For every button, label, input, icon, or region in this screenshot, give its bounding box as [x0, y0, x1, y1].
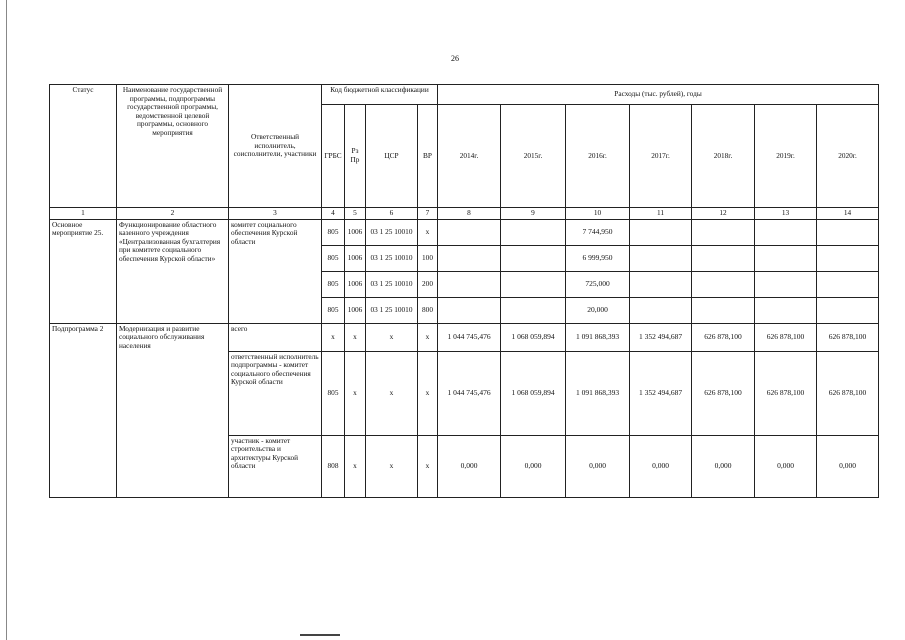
cell-csr: х: [366, 351, 418, 435]
header-year: 2016г.: [566, 105, 630, 208]
cell-value: 6 999,950: [566, 245, 630, 271]
section1-status: Основное мероприятие 25.: [50, 219, 117, 323]
section2-name: Модернизация и развитие социального обслуживания населения: [117, 323, 229, 497]
cell-vr: х: [418, 435, 438, 497]
column-number: 4: [322, 208, 345, 220]
section2-status: Подпрограмма 2: [50, 323, 117, 497]
header-expenses: Расходы (тыс. рублей), годы: [438, 85, 879, 105]
cell-value: 1 352 494,687: [630, 323, 692, 351]
cell-value: 20,000: [566, 297, 630, 323]
cell-value: 0,000: [692, 435, 755, 497]
page-number: 26: [451, 54, 459, 63]
cell-participant: ответственный исполнитель подпрограммы - комитет социального обеспечения Курской области: [229, 351, 322, 435]
cell-value: 0,000: [438, 435, 501, 497]
cell-participant: всего: [229, 323, 322, 351]
column-number: 8: [438, 208, 501, 220]
cell-rzpr: 1006: [345, 245, 366, 271]
cell-participant: участник - комитет строительства и архитектуры Курской области: [229, 435, 322, 497]
header-year: 2019г.: [755, 105, 817, 208]
cell-vr: 200: [418, 271, 438, 297]
cell-rzpr: 1006: [345, 271, 366, 297]
column-number: 9: [501, 208, 566, 220]
cell-vr: х: [418, 351, 438, 435]
cell-value: 725,000: [566, 271, 630, 297]
cell-value: 1 091 868,393: [566, 351, 630, 435]
cell-grbs: 805: [322, 219, 345, 245]
cell-vr: х: [418, 219, 438, 245]
column-number: 10: [566, 208, 630, 220]
cell-vr: х: [418, 323, 438, 351]
header-name: Наименование государственной программы, подпрограммы государственной программы, ведомственной целевой программы, основного мероприятия: [117, 85, 229, 208]
cell-csr: х: [366, 435, 418, 497]
cell-value: 626 878,100: [817, 323, 879, 351]
header-rzpr: Рз Пр: [345, 105, 366, 208]
cell-rzpr: 1006: [345, 297, 366, 323]
cell-value: 1 068 059,894: [501, 323, 566, 351]
section1-name: Функционирование областного казенного учреждения «Централизованная бухгалтерия при комитете социального обеспечения Курской области»: [117, 219, 229, 323]
cell-vr: 100: [418, 245, 438, 271]
cell-rzpr: х: [345, 323, 366, 351]
cell-value: 0,000: [630, 435, 692, 497]
header-year: 2018г.: [692, 105, 755, 208]
budget-table: [49, 84, 879, 498]
header-year: 2014г.: [438, 105, 501, 208]
cell-grbs: 805: [322, 297, 345, 323]
cell-value: 626 878,100: [692, 323, 755, 351]
cell-grbs: х: [322, 323, 345, 351]
section1-responsible: комитет социального обеспечения Курской области: [229, 219, 322, 323]
cell-grbs: 805: [322, 271, 345, 297]
cell-value: 1 068 059,894: [501, 351, 566, 435]
cell-csr: 03 1 25 10010: [366, 297, 418, 323]
header-grbs: ГРБС: [322, 105, 345, 208]
cell-value: 626 878,100: [755, 323, 817, 351]
cell-grbs: 808: [322, 435, 345, 497]
cell-rzpr: 1006: [345, 219, 366, 245]
cell-csr: 03 1 25 10010: [366, 219, 418, 245]
cell-grbs: 805: [322, 351, 345, 435]
header-year: 2017г.: [630, 105, 692, 208]
cell-rzpr: х: [345, 435, 366, 497]
cell-value: 7 744,950: [566, 219, 630, 245]
cell-value: 1 044 745,476: [438, 351, 501, 435]
column-number: 2: [117, 208, 229, 220]
table-row: [50, 219, 879, 245]
header-year: 2015г.: [501, 105, 566, 208]
column-number: 5: [345, 208, 366, 220]
cell-value: 1 044 745,476: [438, 323, 501, 351]
header-csr: ЦСР: [366, 105, 418, 208]
cell-value: 626 878,100: [755, 351, 817, 435]
column-number: 14: [817, 208, 879, 220]
column-number: 7: [418, 208, 438, 220]
scan-artifact: [300, 634, 340, 636]
cell-value: 0,000: [817, 435, 879, 497]
column-number: 12: [692, 208, 755, 220]
header-vr: ВР: [418, 105, 438, 208]
scan-edge-line: [6, 0, 7, 640]
cell-value: 0,000: [755, 435, 817, 497]
cell-value: 1 091 868,393: [566, 323, 630, 351]
cell-value: 626 878,100: [692, 351, 755, 435]
cell-vr: 800: [418, 297, 438, 323]
cell-value: 626 878,100: [817, 351, 879, 435]
header-status: Статус: [50, 85, 117, 208]
cell-value: 0,000: [501, 435, 566, 497]
cell-rzpr: х: [345, 351, 366, 435]
column-number: 3: [229, 208, 322, 220]
table-row: [50, 323, 879, 351]
column-number: 11: [630, 208, 692, 220]
header-budget-code: Код бюджетной классификации: [322, 85, 438, 105]
cell-value: 0,000: [566, 435, 630, 497]
column-number: 1: [50, 208, 117, 220]
header-year: 2020г.: [817, 105, 879, 208]
column-number: 6: [366, 208, 418, 220]
cell-grbs: 805: [322, 245, 345, 271]
cell-csr: 03 1 25 10010: [366, 245, 418, 271]
cell-csr: х: [366, 323, 418, 351]
header-responsible: Ответственный исполнитель, соисполнители, участники: [229, 85, 322, 208]
cell-csr: 03 1 25 10010: [366, 271, 418, 297]
column-number: 13: [755, 208, 817, 220]
cell-value: 1 352 494,687: [630, 351, 692, 435]
